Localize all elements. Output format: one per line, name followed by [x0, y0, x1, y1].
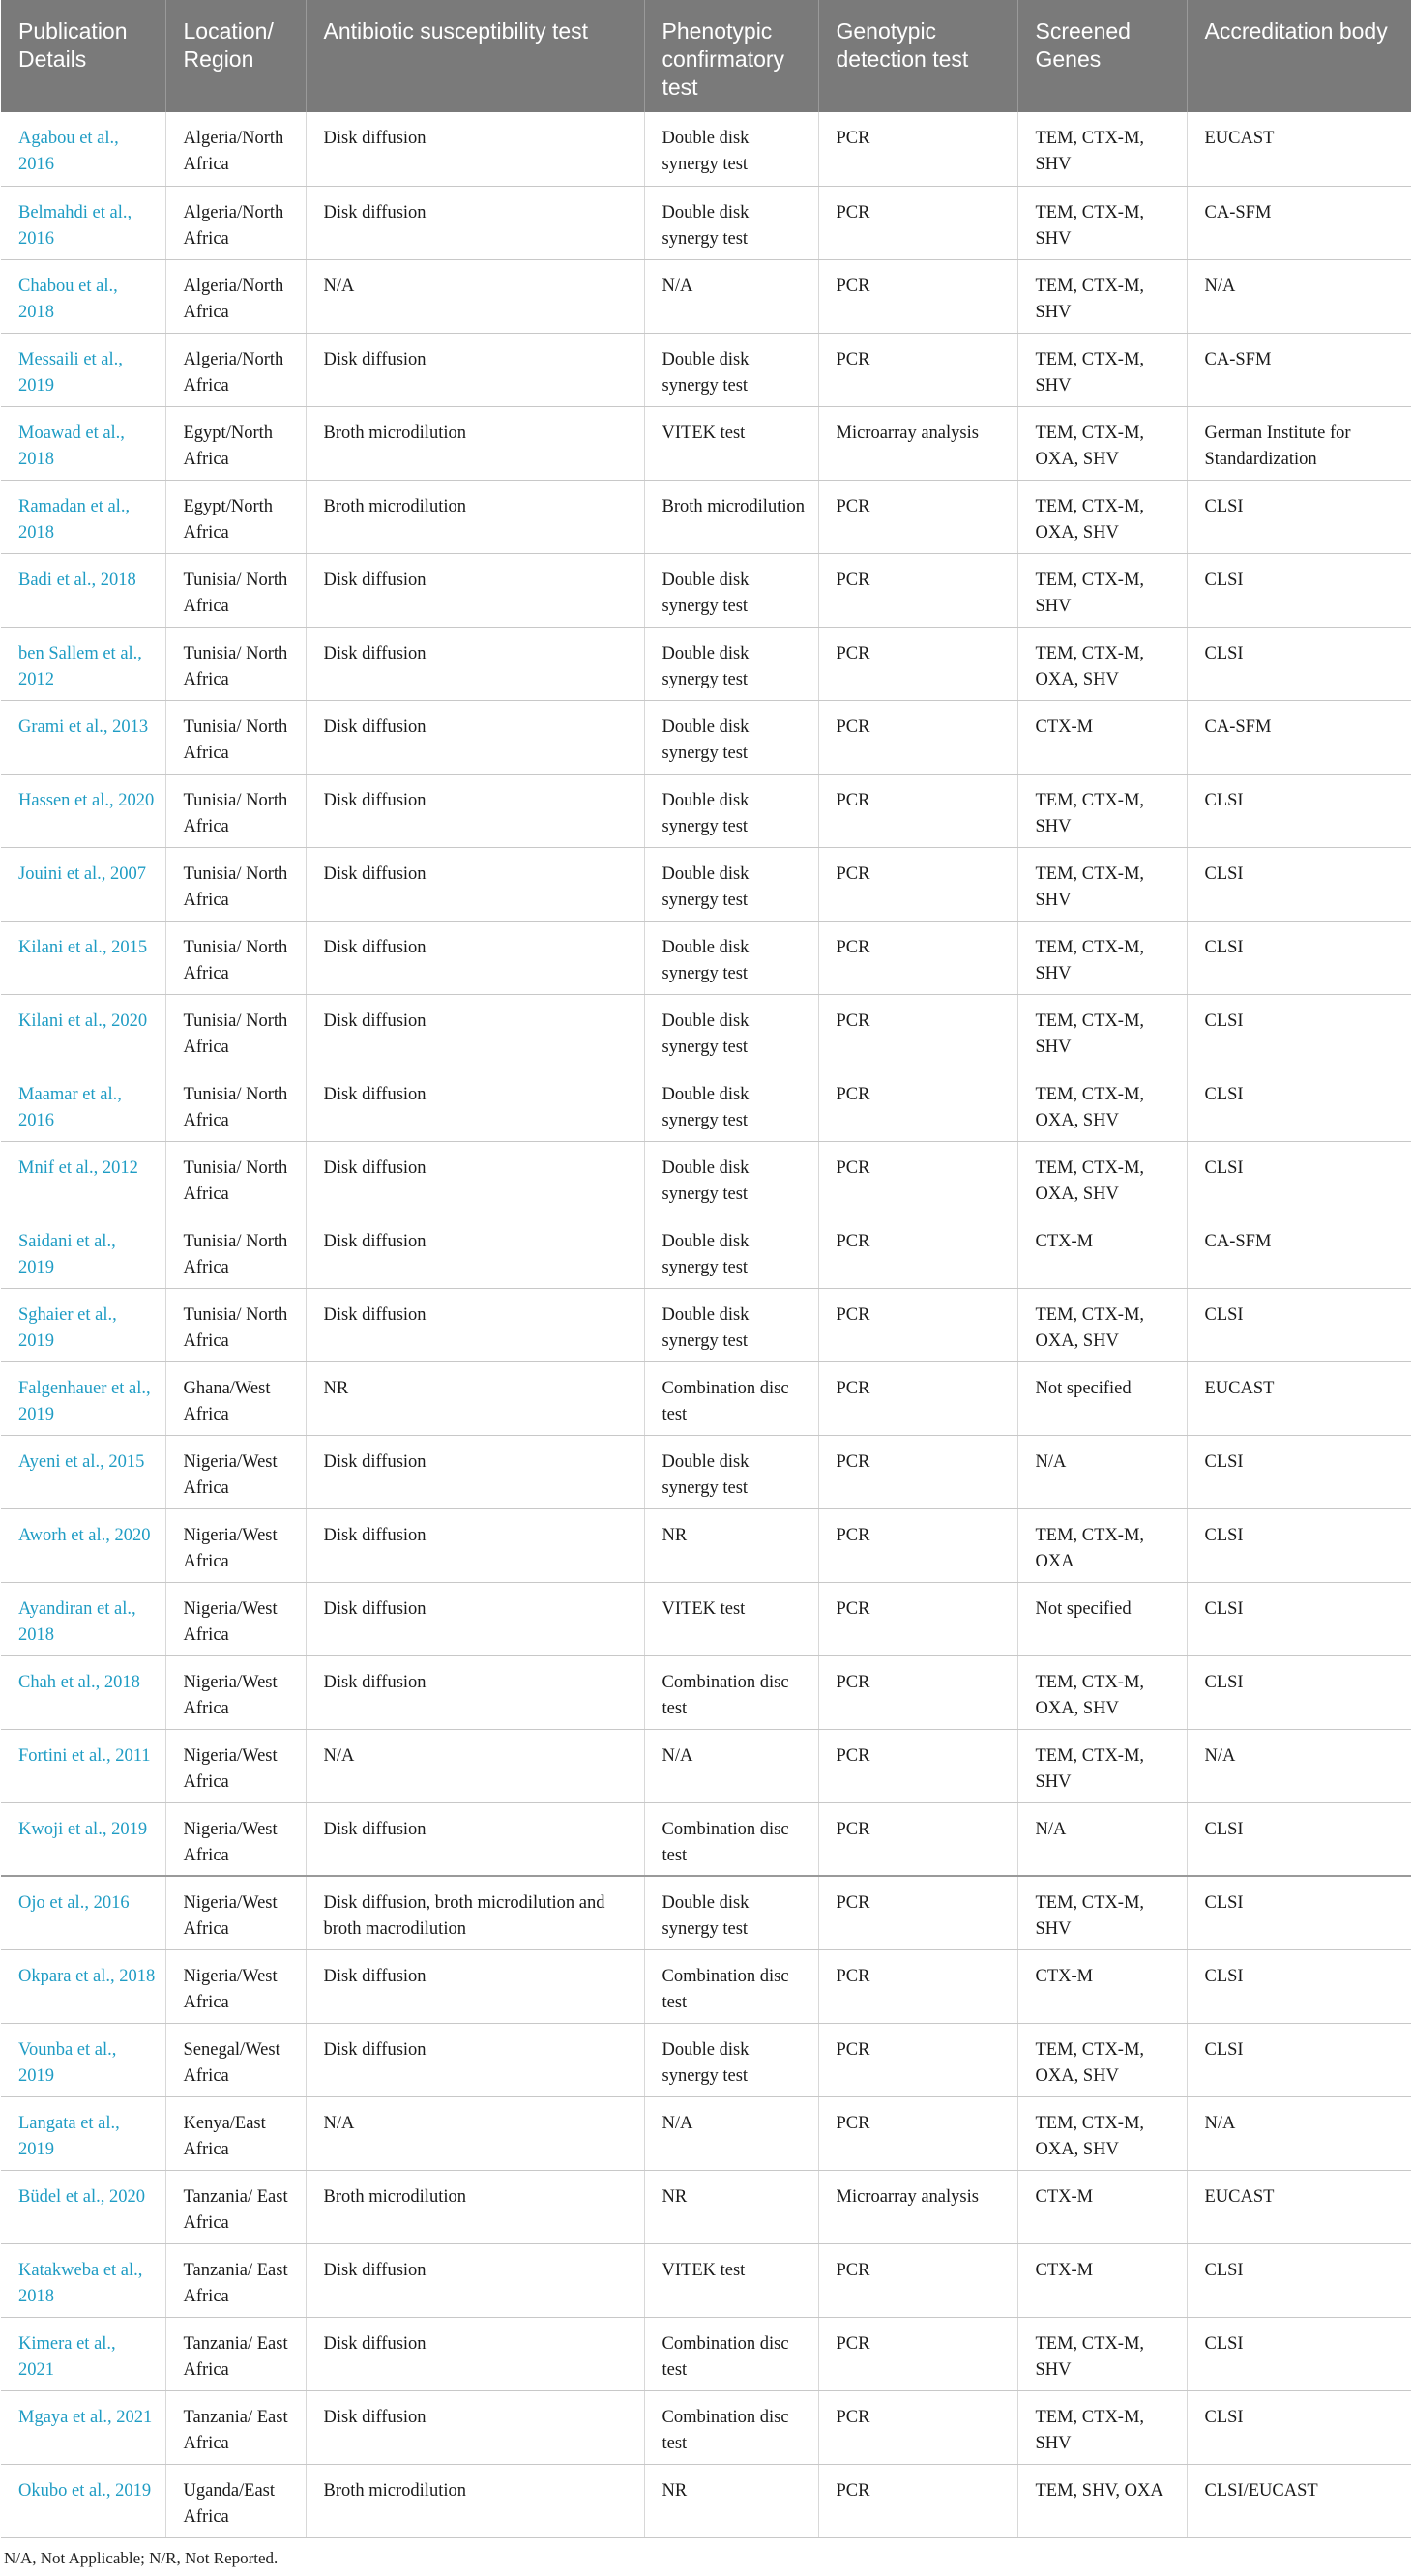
phenotypic-test-cell: VITEK test — [644, 406, 818, 480]
genotypic-test-cell: PCR — [818, 1288, 1017, 1361]
table-row — [1, 2023, 1411, 2096]
screened-genes-cell: TEM, CTX-M, OXA, SHV — [1017, 1141, 1187, 1215]
susceptibility-test-cell: Disk diffusion — [306, 553, 644, 627]
publication-cell[interactable]: Maamar et al., 2016 — [1, 1068, 165, 1141]
column-header-phenotypic-test: Phenotypic confirmatory test — [644, 0, 818, 112]
phenotypic-test-cell: Double disk synergy test — [644, 333, 818, 406]
accreditation-cell: N/A — [1187, 2096, 1411, 2170]
phenotypic-test-cell: Double disk synergy test — [644, 627, 818, 700]
table-row — [1, 333, 1411, 406]
table-row — [1, 1435, 1411, 1508]
location-cell: Egypt/North Africa — [165, 406, 306, 480]
screened-genes-cell: N/A — [1017, 1802, 1187, 1876]
table-row — [1, 1949, 1411, 2023]
accreditation-cell: CA-SFM — [1187, 1215, 1411, 1288]
genotypic-test-cell: PCR — [818, 259, 1017, 333]
screened-genes-cell: TEM, CTX-M, OXA — [1017, 1508, 1187, 1582]
susceptibility-test-cell: Disk diffusion — [306, 774, 644, 847]
location-cell: Tanzania/ East Africa — [165, 2243, 306, 2317]
screened-genes-cell: CTX-M — [1017, 2170, 1187, 2243]
phenotypic-test-cell: VITEK test — [644, 1582, 818, 1655]
table-row — [1, 700, 1411, 774]
phenotypic-test-cell: NR — [644, 1508, 818, 1582]
accreditation-cell: CLSI — [1187, 1435, 1411, 1508]
accreditation-cell: CLSI — [1187, 480, 1411, 553]
accreditation-cell: N/A — [1187, 1729, 1411, 1802]
accreditation-cell: CLSI — [1187, 774, 1411, 847]
susceptibility-test-cell: Disk diffusion — [306, 1215, 644, 1288]
screened-genes-cell: TEM, CTX-M, SHV — [1017, 186, 1187, 259]
data-table — [1, 0, 1411, 2538]
phenotypic-test-cell: Double disk synergy test — [644, 1435, 818, 1508]
publication-cell[interactable]: Kwoji et al., 2019 — [1, 1802, 165, 1876]
susceptibility-test-cell: Disk diffusion, broth microdilution and broth macrodilution — [306, 1876, 644, 1949]
susceptibility-test-cell: Disk diffusion — [306, 921, 644, 994]
genotypic-test-cell: PCR — [818, 2464, 1017, 2537]
susceptibility-test-cell: Disk diffusion — [306, 186, 644, 259]
phenotypic-test-cell: Broth microdilution — [644, 480, 818, 553]
accreditation-cell: CLSI — [1187, 1068, 1411, 1141]
location-cell: Tanzania/ East Africa — [165, 2317, 306, 2390]
susceptibility-test-cell: N/A — [306, 2096, 644, 2170]
susceptibility-test-cell: Disk diffusion — [306, 1949, 644, 2023]
accreditation-cell: CLSI — [1187, 1655, 1411, 1729]
column-header-accreditation: Accreditation body — [1187, 0, 1411, 112]
publication-cell[interactable]: Chah et al., 2018 — [1, 1655, 165, 1729]
publication-cell[interactable]: Saidani et al., 2019 — [1, 1215, 165, 1288]
genotypic-test-cell: PCR — [818, 627, 1017, 700]
location-cell: Nigeria/West Africa — [165, 1949, 306, 2023]
susceptibility-test-cell: Broth microdilution — [306, 480, 644, 553]
publication-cell[interactable]: Kimera et al., 2021 — [1, 2317, 165, 2390]
screened-genes-cell: TEM, CTX-M, SHV — [1017, 994, 1187, 1068]
location-cell: Tunisia/ North Africa — [165, 553, 306, 627]
phenotypic-test-cell: Double disk synergy test — [644, 1141, 818, 1215]
table-row — [1, 1582, 1411, 1655]
publication-cell[interactable]: Sghaier et al., 2019 — [1, 1288, 165, 1361]
location-cell: Tunisia/ North Africa — [165, 1141, 306, 1215]
publication-cell[interactable]: Kilani et al., 2020 — [1, 994, 165, 1068]
genotypic-test-cell: Microarray analysis — [818, 2170, 1017, 2243]
location-cell: Algeria/North Africa — [165, 259, 306, 333]
phenotypic-test-cell: Double disk synergy test — [644, 847, 818, 921]
phenotypic-test-cell: Combination disc test — [644, 2390, 818, 2464]
table-row — [1, 1876, 1411, 1949]
phenotypic-test-cell: Double disk synergy test — [644, 700, 818, 774]
accreditation-cell: CA-SFM — [1187, 333, 1411, 406]
table-container — [1, 0, 1411, 2538]
screened-genes-cell: TEM, CTX-M, OXA, SHV — [1017, 406, 1187, 480]
genotypic-test-cell: PCR — [818, 1655, 1017, 1729]
publication-cell[interactable]: Hassen et al., 2020 — [1, 774, 165, 847]
genotypic-test-cell: PCR — [818, 186, 1017, 259]
publication-cell[interactable]: Ramadan et al., 2018 — [1, 480, 165, 553]
phenotypic-test-cell: Combination disc test — [644, 2317, 818, 2390]
publication-cell[interactable]: Agabou et al., 2016 — [1, 112, 165, 186]
screened-genes-cell: TEM, CTX-M, SHV — [1017, 1729, 1187, 1802]
screened-genes-cell: TEM, CTX-M, SHV — [1017, 2390, 1187, 2464]
susceptibility-test-cell: Disk diffusion — [306, 2243, 644, 2317]
location-cell: Tunisia/ North Africa — [165, 847, 306, 921]
location-cell: Nigeria/West Africa — [165, 1435, 306, 1508]
accreditation-cell: CLSI — [1187, 553, 1411, 627]
location-cell: Tunisia/ North Africa — [165, 774, 306, 847]
table-row — [1, 1141, 1411, 1215]
susceptibility-test-cell: Disk diffusion — [306, 700, 644, 774]
location-cell: Senegal/West Africa — [165, 2023, 306, 2096]
phenotypic-test-cell: N/A — [644, 1729, 818, 1802]
location-cell: Kenya/East Africa — [165, 2096, 306, 2170]
publication-cell[interactable]: Ojo et al., 2016 — [1, 1876, 165, 1949]
genotypic-test-cell: PCR — [818, 1582, 1017, 1655]
genotypic-test-cell: PCR — [818, 2096, 1017, 2170]
table-row — [1, 1508, 1411, 1582]
publication-cell[interactable]: Ayeni et al., 2015 — [1, 1435, 165, 1508]
accreditation-cell: CLSI — [1187, 1288, 1411, 1361]
publication-cell[interactable]: Fortini et al., 2011 — [1, 1729, 165, 1802]
location-cell: Tunisia/ North Africa — [165, 1215, 306, 1288]
genotypic-test-cell: PCR — [818, 1729, 1017, 1802]
table-row — [1, 1215, 1411, 1288]
column-header-genotypic-test: Genotypic detection test — [818, 0, 1017, 112]
table-row — [1, 627, 1411, 700]
accreditation-cell: CLSI/EUCAST — [1187, 2464, 1411, 2537]
publication-cell[interactable]: Kilani et al., 2015 — [1, 921, 165, 994]
susceptibility-test-cell: Disk diffusion — [306, 2023, 644, 2096]
accreditation-cell: German Institute for Standardization — [1187, 406, 1411, 480]
screened-genes-cell: TEM, CTX-M, SHV — [1017, 553, 1187, 627]
susceptibility-test-cell: N/A — [306, 1729, 644, 1802]
susceptibility-test-cell: Broth microdilution — [306, 2170, 644, 2243]
genotypic-test-cell: PCR — [818, 700, 1017, 774]
susceptibility-test-cell: N/A — [306, 259, 644, 333]
phenotypic-test-cell: Double disk synergy test — [644, 1215, 818, 1288]
screened-genes-cell: TEM, CTX-M, SHV — [1017, 1876, 1187, 1949]
susceptibility-test-cell: Disk diffusion — [306, 847, 644, 921]
publication-cell[interactable]: Langata et al., 2019 — [1, 2096, 165, 2170]
genotypic-test-cell: PCR — [818, 1215, 1017, 1288]
accreditation-cell: CLSI — [1187, 1582, 1411, 1655]
location-cell: Tanzania/ East Africa — [165, 2170, 306, 2243]
susceptibility-test-cell: Disk diffusion — [306, 2390, 644, 2464]
susceptibility-test-cell: Disk diffusion — [306, 1435, 644, 1508]
location-cell: Nigeria/West Africa — [165, 1876, 306, 1949]
genotypic-test-cell: PCR — [818, 112, 1017, 186]
phenotypic-test-cell: Double disk synergy test — [644, 553, 818, 627]
table-row — [1, 186, 1411, 259]
genotypic-test-cell: PCR — [818, 921, 1017, 994]
screened-genes-cell: CTX-M — [1017, 2243, 1187, 2317]
table-row — [1, 1361, 1411, 1435]
screened-genes-cell: Not specified — [1017, 1361, 1187, 1435]
publication-cell[interactable]: Büdel et al., 2020 — [1, 2170, 165, 2243]
table-row — [1, 2464, 1411, 2537]
publication-cell[interactable]: Grami et al., 2013 — [1, 700, 165, 774]
genotypic-test-cell: Microarray analysis — [818, 406, 1017, 480]
screened-genes-cell: TEM, CTX-M, SHV — [1017, 847, 1187, 921]
phenotypic-test-cell: Combination disc test — [644, 1802, 818, 1876]
publication-cell[interactable]: Falgenhauer et al., 2019 — [1, 1361, 165, 1435]
location-cell: Algeria/North Africa — [165, 333, 306, 406]
accreditation-cell: EUCAST — [1187, 112, 1411, 186]
genotypic-test-cell: PCR — [818, 333, 1017, 406]
phenotypic-test-cell: Double disk synergy test — [644, 2023, 818, 2096]
susceptibility-test-cell: NR — [306, 1361, 644, 1435]
susceptibility-test-cell: Disk diffusion — [306, 1068, 644, 1141]
accreditation-cell: CLSI — [1187, 1141, 1411, 1215]
screened-genes-cell: N/A — [1017, 1435, 1187, 1508]
publication-cell[interactable]: Okpara et al., 2018 — [1, 1949, 165, 2023]
accreditation-cell: EUCAST — [1187, 1361, 1411, 1435]
phenotypic-test-cell: N/A — [644, 259, 818, 333]
screened-genes-cell: CTX-M — [1017, 1215, 1187, 1288]
phenotypic-test-cell: Double disk synergy test — [644, 1876, 818, 1949]
genotypic-test-cell: PCR — [818, 1949, 1017, 2023]
susceptibility-test-cell: Disk diffusion — [306, 2317, 644, 2390]
phenotypic-test-cell: Double disk synergy test — [644, 112, 818, 186]
susceptibility-test-cell: Disk diffusion — [306, 333, 644, 406]
phenotypic-test-cell: NR — [644, 2464, 818, 2537]
accreditation-cell: CLSI — [1187, 1949, 1411, 2023]
accreditation-cell: CLSI — [1187, 1508, 1411, 1582]
genotypic-test-cell: PCR — [818, 994, 1017, 1068]
susceptibility-test-cell: Disk diffusion — [306, 627, 644, 700]
location-cell: Tunisia/ North Africa — [165, 994, 306, 1068]
phenotypic-test-cell: Double disk synergy test — [644, 186, 818, 259]
phenotypic-test-cell: Double disk synergy test — [644, 1288, 818, 1361]
table-footnote: N/A, Not Applicable; N/R, Not Reported. — [4, 2549, 279, 2567]
column-header-location: Location/ Region — [165, 0, 306, 112]
genotypic-test-cell: PCR — [818, 2317, 1017, 2390]
publication-cell[interactable]: Moawad et al., 2018 — [1, 406, 165, 480]
table-row — [1, 2317, 1411, 2390]
phenotypic-test-cell: Double disk synergy test — [644, 1068, 818, 1141]
table-row — [1, 1655, 1411, 1729]
publication-cell[interactable]: Mgaya et al., 2021 — [1, 2390, 165, 2464]
phenotypic-test-cell: NR — [644, 2170, 818, 2243]
susceptibility-test-cell: Disk diffusion — [306, 1582, 644, 1655]
location-cell: Nigeria/West Africa — [165, 1582, 306, 1655]
accreditation-cell: CLSI — [1187, 994, 1411, 1068]
accreditation-cell: CA-SFM — [1187, 700, 1411, 774]
screened-genes-cell: TEM, CTX-M, OXA, SHV — [1017, 480, 1187, 553]
table-row — [1, 2170, 1411, 2243]
accreditation-cell: CLSI — [1187, 921, 1411, 994]
phenotypic-test-cell: Double disk synergy test — [644, 921, 818, 994]
location-cell: Ghana/West Africa — [165, 1361, 306, 1435]
screened-genes-cell: Not specified — [1017, 1582, 1187, 1655]
susceptibility-test-cell: Disk diffusion — [306, 1802, 644, 1876]
genotypic-test-cell: PCR — [818, 847, 1017, 921]
location-cell: Nigeria/West Africa — [165, 1802, 306, 1876]
susceptibility-test-cell: Disk diffusion — [306, 994, 644, 1068]
genotypic-test-cell: PCR — [818, 1802, 1017, 1876]
accreditation-cell: CLSI — [1187, 2023, 1411, 2096]
genotypic-test-cell: PCR — [818, 2390, 1017, 2464]
location-cell: Tunisia/ North Africa — [165, 700, 306, 774]
publication-cell[interactable]: Jouini et al., 2007 — [1, 847, 165, 921]
publication-cell[interactable]: Ayandiran et al., 2018 — [1, 1582, 165, 1655]
location-cell: Nigeria/West Africa — [165, 1655, 306, 1729]
screened-genes-cell: TEM, CTX-M, SHV — [1017, 921, 1187, 994]
susceptibility-test-cell: Broth microdilution — [306, 2464, 644, 2537]
table-row — [1, 406, 1411, 480]
susceptibility-test-cell: Disk diffusion — [306, 1655, 644, 1729]
screened-genes-cell: CTX-M — [1017, 1949, 1187, 2023]
location-cell: Algeria/North Africa — [165, 112, 306, 186]
table-row — [1, 480, 1411, 553]
screened-genes-cell: TEM, CTX-M, SHV — [1017, 333, 1187, 406]
table-row — [1, 921, 1411, 994]
screened-genes-cell: TEM, CTX-M, OXA, SHV — [1017, 1655, 1187, 1729]
screened-genes-cell: TEM, CTX-M, OXA, SHV — [1017, 1068, 1187, 1141]
screened-genes-cell: TEM, CTX-M, OXA, SHV — [1017, 627, 1187, 700]
susceptibility-test-cell: Disk diffusion — [306, 1508, 644, 1582]
phenotypic-test-cell: Combination disc test — [644, 1655, 818, 1729]
genotypic-test-cell: PCR — [818, 1435, 1017, 1508]
genotypic-test-cell: PCR — [818, 2243, 1017, 2317]
phenotypic-test-cell: Combination disc test — [644, 1949, 818, 2023]
publication-cell[interactable]: Katakweba et al., 2018 — [1, 2243, 165, 2317]
column-header-screened-genes: Screened Genes — [1017, 0, 1187, 112]
location-cell: Nigeria/West Africa — [165, 1508, 306, 1582]
susceptibility-test-cell: Disk diffusion — [306, 112, 644, 186]
table-header — [1, 0, 1411, 112]
phenotypic-test-cell: Combination disc test — [644, 1361, 818, 1435]
location-cell: Uganda/East Africa — [165, 2464, 306, 2537]
publication-cell[interactable]: Belmahdi et al., 2016 — [1, 186, 165, 259]
column-header-susceptibility-test: Antibiotic susceptibility test — [306, 0, 644, 112]
location-cell: Egypt/North Africa — [165, 480, 306, 553]
table-row — [1, 2243, 1411, 2317]
table-row — [1, 994, 1411, 1068]
genotypic-test-cell: PCR — [818, 774, 1017, 847]
screened-genes-cell: TEM, CTX-M, SHV — [1017, 112, 1187, 186]
phenotypic-test-cell: N/A — [644, 2096, 818, 2170]
accreditation-cell: CLSI — [1187, 2390, 1411, 2464]
phenotypic-test-cell: VITEK test — [644, 2243, 818, 2317]
screened-genes-cell: TEM, SHV, OXA — [1017, 2464, 1187, 2537]
genotypic-test-cell: PCR — [818, 1141, 1017, 1215]
publication-cell[interactable]: Okubo et al., 2019 — [1, 2464, 165, 2537]
publication-cell[interactable]: Badi et al., 2018 — [1, 553, 165, 627]
accreditation-cell: CLSI — [1187, 2317, 1411, 2390]
accreditation-cell: CLSI — [1187, 627, 1411, 700]
accreditation-cell: CA-SFM — [1187, 186, 1411, 259]
location-cell: Tunisia/ North Africa — [165, 1288, 306, 1361]
phenotypic-test-cell: Double disk synergy test — [644, 774, 818, 847]
genotypic-test-cell: PCR — [818, 1361, 1017, 1435]
genotypic-test-cell: PCR — [818, 2023, 1017, 2096]
location-cell: Tanzania/ East Africa — [165, 2390, 306, 2464]
screened-genes-cell: TEM, CTX-M, SHV — [1017, 774, 1187, 847]
publication-cell[interactable]: ben Sallem et al., 2012 — [1, 627, 165, 700]
table-body — [1, 112, 1411, 2537]
susceptibility-test-cell: Broth microdilution — [306, 406, 644, 480]
table-row — [1, 553, 1411, 627]
publication-cell[interactable]: Chabou et al., 2018 — [1, 259, 165, 333]
screened-genes-cell: TEM, CTX-M, OXA, SHV — [1017, 2096, 1187, 2170]
publication-cell[interactable]: Vounba et al., 2019 — [1, 2023, 165, 2096]
screened-genes-cell: TEM, CTX-M, SHV — [1017, 2317, 1187, 2390]
genotypic-test-cell: PCR — [818, 480, 1017, 553]
table-row — [1, 2096, 1411, 2170]
accreditation-cell: EUCAST — [1187, 2170, 1411, 2243]
table-row — [1, 774, 1411, 847]
phenotypic-test-cell: Double disk synergy test — [644, 994, 818, 1068]
table-row — [1, 1068, 1411, 1141]
accreditation-cell: CLSI — [1187, 1802, 1411, 1876]
accreditation-cell: CLSI — [1187, 847, 1411, 921]
publication-cell[interactable]: Messaili et al., 2019 — [1, 333, 165, 406]
location-cell: Algeria/North Africa — [165, 186, 306, 259]
publication-cell[interactable]: Mnif et al., 2012 — [1, 1141, 165, 1215]
genotypic-test-cell: PCR — [818, 553, 1017, 627]
publication-cell[interactable]: Aworh et al., 2020 — [1, 1508, 165, 1582]
location-cell: Tunisia/ North Africa — [165, 1068, 306, 1141]
table-row — [1, 847, 1411, 921]
screened-genes-cell: TEM, CTX-M, OXA, SHV — [1017, 2023, 1187, 2096]
location-cell: Nigeria/West Africa — [165, 1729, 306, 1802]
genotypic-test-cell: PCR — [818, 1508, 1017, 1582]
table-row — [1, 1288, 1411, 1361]
header-row — [1, 0, 1411, 112]
accreditation-cell: CLSI — [1187, 1876, 1411, 1949]
column-header-publication: Publication Details — [1, 0, 165, 112]
screened-genes-cell: TEM, CTX-M, SHV — [1017, 259, 1187, 333]
screened-genes-cell: CTX-M — [1017, 700, 1187, 774]
table-row — [1, 1729, 1411, 1802]
genotypic-test-cell: PCR — [818, 1068, 1017, 1141]
susceptibility-test-cell: Disk diffusion — [306, 1141, 644, 1215]
location-cell: Tunisia/ North Africa — [165, 921, 306, 994]
susceptibility-test-cell: Disk diffusion — [306, 1288, 644, 1361]
table-row — [1, 2390, 1411, 2464]
accreditation-cell: CLSI — [1187, 2243, 1411, 2317]
accreditation-cell: N/A — [1187, 259, 1411, 333]
genotypic-test-cell: PCR — [818, 1876, 1017, 1949]
table-row — [1, 112, 1411, 186]
table-row — [1, 1802, 1411, 1876]
screened-genes-cell: TEM, CTX-M, OXA, SHV — [1017, 1288, 1187, 1361]
location-cell: Tunisia/ North Africa — [165, 627, 306, 700]
table-row — [1, 259, 1411, 333]
